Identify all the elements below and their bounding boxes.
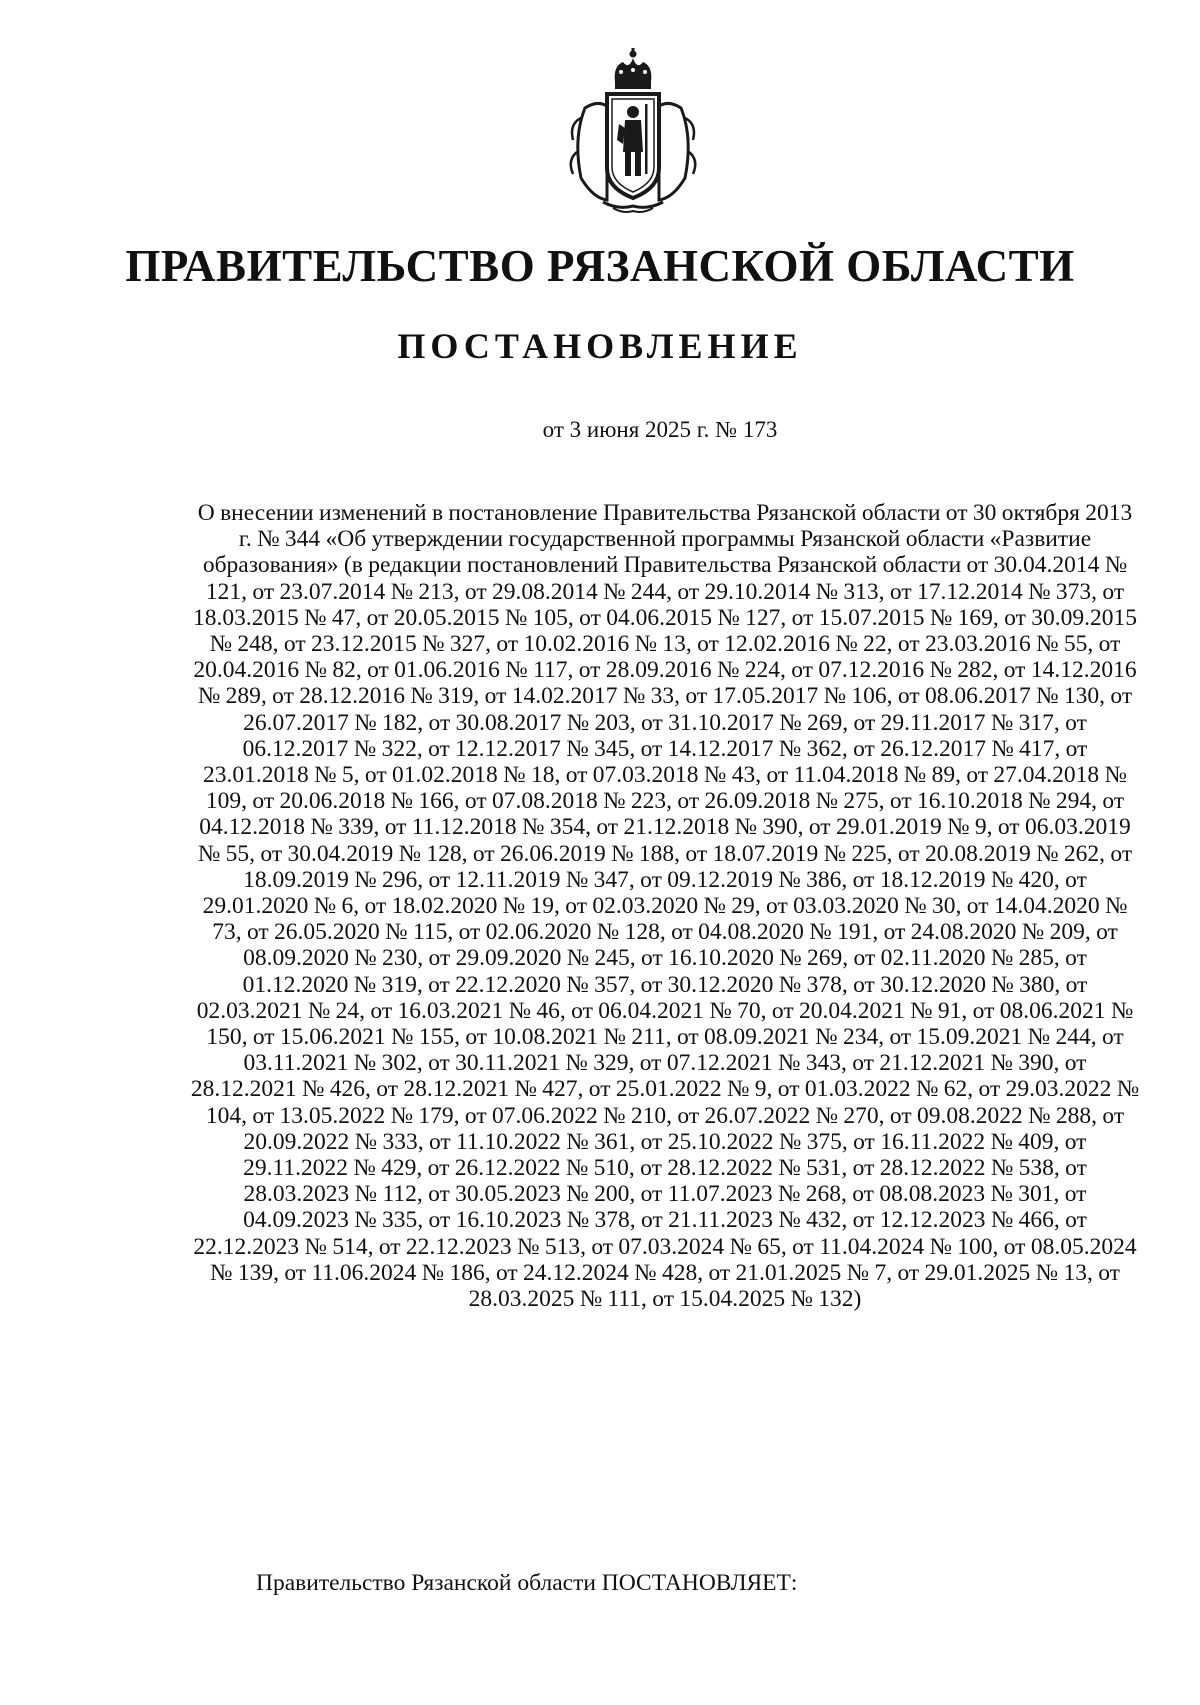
crown-icon — [615, 48, 652, 89]
document-subject: О внесении изменений в постановление Правительства Рязанской области от 30 октября 2013 г. № 344 «Об утверждении государственной программы Рязанской области «Развитие образования» (в редакции постановлений Правительства Рязанской области от 30.04.2014 № 121, от 23.07.2014 № 213, от 29.08.2014 № 244, от 29.10.2014 № 313, от 17.12.2014 № 373, от 18.03.2015 № 47, от 20.05.2015 № 105, от 04.06.2015 № 127, от 15.07.2015 № 169, от 30.09.2015 № 248, от 23.12.2015 № 327, от 10.02.2016 № 13, от 12.02.2016 № 22, от 23.03.2016 № 55, от 20.04.2016 № 82, от 01.06.2016 № 117, от 28.09.2016 № 224, от 07.12.2016 № 282, от 14.12.2016 № 289, от 28.12.2016 № 319, от 14.02.2017 № 33, от 17.05.2017 № 106, от 08.06.2017 № 130, от 26.07.2017 № 182, от 30.08.2017 № 203, от 31.10.2017 № 269, от 29.11.2017 № 317, от 06.12.2017 № 322, от 12.12.2017 № 345, от 14.12.2017 № 362, от 26.12.2017 № 417, от 23.01.2018 № 5, от 01.02.2018 № 18, от 07.03.2018 № 43, от 11.04.2018 № 89, от 27.04.2018 № 109, от 20.06.2018 № 166, от 07.08.2018 № 223, от 26.09.2018 № 275, от 16.10.2018 № 294, от 04.12.2018 № 339, от 11.12.2018 № 354, от 21.12.2018 № 390, от 29.01.2019 № 9, от 06.03.2019 № 55, от 30.04.2019 № 128, от 26.06.2019 № 188, от 18.07.2019 № 225, от 20.08.2019 № 262, от 18.09.2019 № 296, от 12.11.2019 № 347, от 09.12.2019 № 386, от 18.12.2019 № 420, от 29.01.2020 № 6, от 18.02.2020 № 19, от 02.03.2020 № 29, от 03.03.2020 № 30, от 14.04.2020 № 73, от 26.05.2020 № 115, от 02.06.2020 № 128, от 04.08.2020 № 191, от 24.08.2020 № 209, от 08.09.2020 № 230, от 29.09.2020 № 245, от 16.10.2020 № 269, от 02.11.2020 № 285, от 01.12.2020 № 319, от 22.12.2020 № 357, от 30.12.2020 № 378, от 30.12.2020 № 380, от 02.03.2021 № 24, от 16.03.2021 № 46, от 06.04.2021 № 70, от 20.04.2021 № 91, от 08.06.2021 № 150, от 15.06.2021 № 155, от 10.08.2021 № 211, от 08.09.2021 № 234, от 15.09.2021 № 244, от 03.11.2021 № 302, от 30.11.2021 № 329, от 07.12.2021 № 343, от 21.12.2021 № 390, от 28.12.2021 № 426, от 28.12.2021 № 427, от 25.01.2022 № 9, от 01.03.2022 № 62, от 29.03.2022 № 104, от 13.05.2022 № 179, от 07.06.2022 № 210, от 26.07.2022 № 270, от 09.08.2022 № 288, от 20.09.2022 № 333, от 11.10.2022 № 361, от 25.10.2022 № 375, от 16.11.2022 № 409, от 29.11.2022 № 429, от 26.12.2022 № 510, от 28.12.2022 № 531, от 28.12.2022 № 538, от 28.03.2023 № 112, от 30.05.2023 № 200, от 11.07.2023 № 268, от 08.08.2023 № 301, от 04.09.2023 № 335, от 16.10.2023 № 378, от 21.11.2023 № 432, от 12.12.2023 № 466, от 22.12.2023 № 514, от 22.12.2023 № 513, от 07.03.2024 № 65, от 11.04.2024 № 100, от 08.05.2024 № 139, от 11.06.2024 № 186, от 24.12.2024 № 428, от 21.01.2025 № 7, от 29.01.2025 № 13, от 28.03.2025 № 111, от 15.04.2025 № 132) — [190, 500, 1140, 1313]
document-preamble: Правительство Рязанской области ПОСТАНОВЛЯЕТ: — [256, 1570, 798, 1596]
coat-of-arms-icon — [563, 48, 703, 216]
government-name: ПРАВИТЕЛЬСТВО РЯЗАНСКОЙ ОБЛАСТИ — [125, 241, 1075, 291]
document-date-number: от 3 июня 2025 г. № 173 — [542, 417, 778, 442]
document-type: ПОСТАНОВЛЕНИЕ — [397, 326, 803, 366]
